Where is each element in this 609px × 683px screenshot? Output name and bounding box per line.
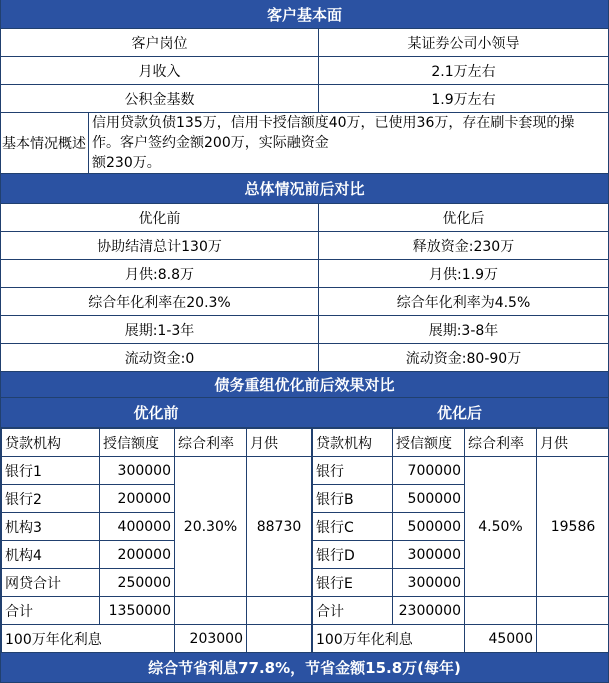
amount-cell: 250000 bbox=[100, 569, 175, 597]
before-value: 协助结清总计130万 bbox=[1, 232, 319, 259]
after-value: 流动资金:80-90万 bbox=[405, 350, 522, 367]
after-header: 优化后 bbox=[442, 210, 485, 227]
col-header-amount: 授信额度 bbox=[393, 429, 465, 457]
monthly-merged-cell: 19586 bbox=[537, 457, 609, 597]
after-value: 月供:1.9万 bbox=[429, 266, 498, 283]
after-table bbox=[312, 428, 609, 653]
before-subheader: 优化前 bbox=[133, 404, 179, 422]
total-label: 合计 bbox=[2, 597, 100, 625]
monthly-merged-cell: 88730 bbox=[247, 457, 312, 597]
row-value: 某证券公司小领导 bbox=[407, 35, 520, 52]
amount-cell: 300000 bbox=[100, 457, 175, 485]
overview-line: 信用贷款负债135万，信用卡授信额度40万，已使用36万，存在刷卡套现的操 bbox=[92, 115, 575, 131]
row-label: 客户岗位 bbox=[1, 29, 319, 56]
empty-cell bbox=[465, 597, 537, 625]
row-value: 2.1万左右 bbox=[431, 63, 496, 80]
empty-cell bbox=[537, 625, 609, 653]
empty-cell bbox=[247, 625, 312, 653]
row-value: 1.9万左右 bbox=[431, 91, 496, 108]
amount-cell: 700000 bbox=[393, 457, 465, 485]
section2-title-bar: 总体情况前后对比 bbox=[1, 174, 608, 204]
col-header-rate: 综合利率 bbox=[465, 429, 537, 457]
amount-cell: 200000 bbox=[100, 541, 175, 569]
compare-row bbox=[1, 260, 608, 288]
savings-summary-bar: 综合节省利息77.8%，节省金额15.8万(每年) bbox=[1, 653, 608, 683]
compare-row bbox=[1, 344, 608, 372]
compare-row bbox=[1, 232, 608, 260]
org-cell: 银行2 bbox=[2, 485, 100, 513]
overview-line: 额230万。 bbox=[92, 155, 161, 171]
org-cell: 银行 bbox=[313, 457, 393, 485]
before-header: 优化前 bbox=[1, 204, 319, 231]
total-amount: 1350000 bbox=[100, 597, 175, 625]
customer-position-row bbox=[1, 29, 608, 57]
empty-cell bbox=[175, 597, 247, 625]
overview-label: 基本情况概述 bbox=[1, 113, 89, 173]
total-amount: 2300000 bbox=[393, 597, 465, 625]
interest-label: 100万年化利息 bbox=[313, 625, 465, 653]
amount-cell: 200000 bbox=[100, 485, 175, 513]
org-cell: 机构3 bbox=[2, 513, 100, 541]
row-label: 公积金基数 bbox=[1, 85, 319, 112]
column-header-row bbox=[313, 429, 609, 457]
compare-header-row bbox=[1, 204, 608, 232]
before-value: 综合年化利率在20.3% bbox=[1, 288, 319, 315]
after-value: 释放资金:230万 bbox=[412, 238, 515, 255]
section1-title-bar: 客户基本面 bbox=[1, 0, 608, 29]
amount-cell: 400000 bbox=[100, 513, 175, 541]
org-cell: 银行C bbox=[313, 513, 393, 541]
table-row bbox=[313, 457, 609, 485]
section3-title-bar: 债务重组优化前后效果对比 bbox=[1, 372, 608, 398]
overview-text bbox=[89, 113, 608, 173]
org-cell: 银行1 bbox=[2, 457, 100, 485]
col-header-monthly: 月供 bbox=[247, 429, 312, 457]
total-row bbox=[313, 597, 609, 625]
interest-row bbox=[2, 625, 312, 653]
org-cell: 银行B bbox=[313, 485, 393, 513]
basic-overview-row bbox=[1, 113, 608, 174]
rate-merged-cell: 20.30% bbox=[175, 457, 247, 597]
before-value: 月供:8.8万 bbox=[1, 260, 319, 287]
amount-cell: 500000 bbox=[393, 485, 465, 513]
before-table bbox=[1, 428, 312, 653]
org-cell: 银行D bbox=[313, 541, 393, 569]
fund-base-row bbox=[1, 85, 608, 113]
monthly-income-row bbox=[1, 57, 608, 85]
col-header-amount: 授信额度 bbox=[100, 429, 175, 457]
detail-tables bbox=[1, 428, 608, 653]
org-cell: 网贷合计 bbox=[2, 569, 100, 597]
interest-row bbox=[313, 625, 609, 653]
rate-merged-cell: 4.50% bbox=[465, 457, 537, 597]
overview-line: 作。客户签约金额200万，实际融资金 bbox=[92, 135, 329, 151]
empty-cell bbox=[247, 597, 312, 625]
interest-value: 203000 bbox=[175, 625, 247, 653]
col-header-monthly: 月供 bbox=[537, 429, 609, 457]
col-header-org: 贷款机构 bbox=[313, 429, 393, 457]
org-cell: 银行E bbox=[313, 569, 393, 597]
interest-value: 45000 bbox=[465, 625, 537, 653]
col-header-rate: 综合利率 bbox=[175, 429, 247, 457]
total-row bbox=[2, 597, 312, 625]
before-value: 展期:1-3年 bbox=[1, 316, 319, 343]
after-subheader: 优化后 bbox=[436, 404, 482, 422]
section3-subheader bbox=[1, 398, 608, 428]
compare-row bbox=[1, 288, 608, 316]
compare-row bbox=[1, 316, 608, 344]
col-header-org: 贷款机构 bbox=[2, 429, 100, 457]
amount-cell: 500000 bbox=[393, 513, 465, 541]
interest-label: 100万年化利息 bbox=[2, 625, 175, 653]
row-label: 月收入 bbox=[1, 57, 319, 84]
amount-cell: 300000 bbox=[393, 569, 465, 597]
empty-cell bbox=[537, 597, 609, 625]
after-value: 综合年化利率为4.5% bbox=[396, 294, 531, 311]
table-row bbox=[2, 457, 312, 485]
column-header-row bbox=[2, 429, 312, 457]
total-label: 合计 bbox=[313, 597, 393, 625]
org-cell: 机构4 bbox=[2, 541, 100, 569]
after-value: 展期:3-8年 bbox=[428, 322, 499, 339]
before-value: 流动资金:0 bbox=[1, 344, 319, 371]
amount-cell: 300000 bbox=[393, 541, 465, 569]
